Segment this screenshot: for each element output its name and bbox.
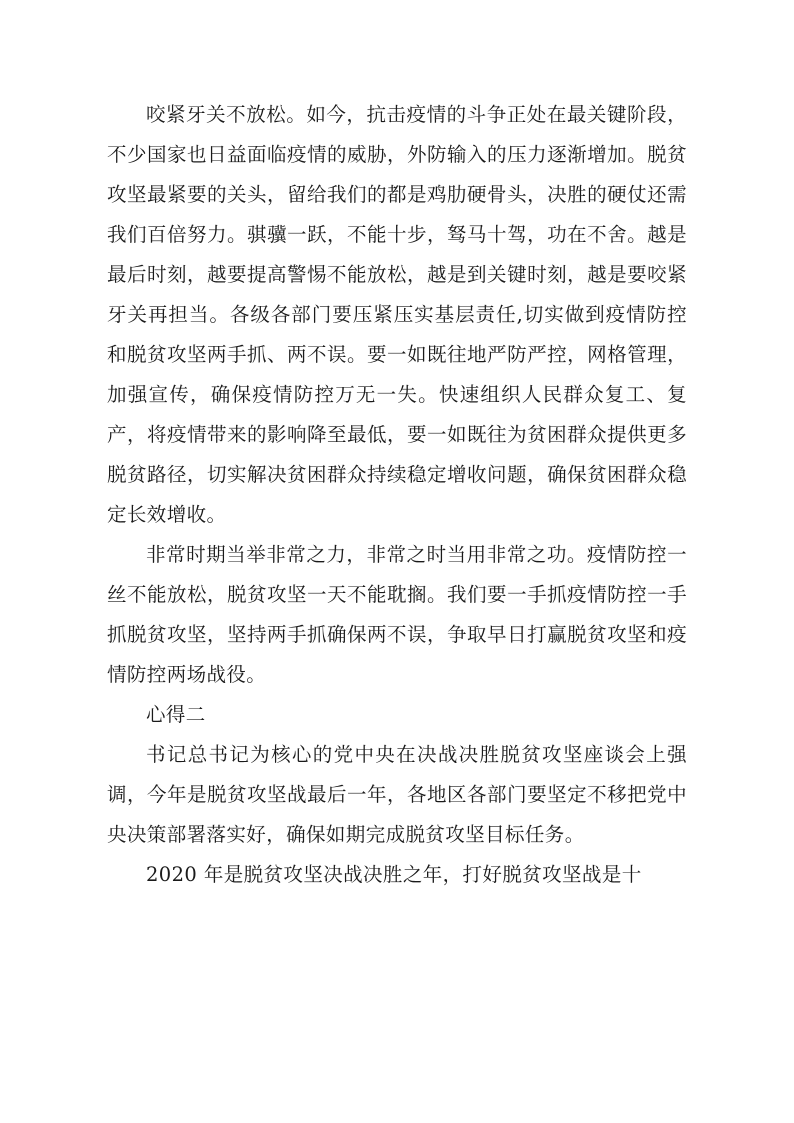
- document-body: [107, 95, 687, 895]
- paragraph-4: 2020 年是脱贫攻坚决战决胜之年，打好脱贫攻坚战是十: [146, 863, 642, 886]
- paragraph-2: 非常时期当举非常之力，非常之时当用非常之功。疫情防控一丝不能放松，脱贫攻坚一天不能耽搁。我们要一手抓疫情防控一手抓脱贫攻坚，坚持两手抓确保两不误，争取早日打赢脱贫攻坚和疫情防控两场战役。: [107, 543, 687, 686]
- paragraph-1: 咬紧牙关不放松。如今，抗击疫情的斗争正处在最关键阶段，不少国家也日益面临疫情的威胁，外防输入的压力逐渐增加。脱贫攻坚最紧要的关头，留给我们的都是鸡肋硬骨头，决胜的硬仗还需我们百倍努力。骐骥一跃，不能十步，驽马十驾，功在不舍。越是最后时刻，越要提高警惕不能放松，越是到关键时刻，越是要咬紧牙关再担当。各级各部门要压紧压实基层责任,切实做到疫情防控和脱贫攻坚两手抓、两不误。要一如既往地严防严控，网格管理，加强宣传，确保疫情防控万无一失。快速组织人民群众复工、复产，将疫情带来的影响降至最低，要一如既往为贫困群众提供更多脱贫路径，切实解决贫困群众持续稳定增收问题，确保贫困群众稳定长效增收。: [107, 103, 687, 526]
- paragraph-3: 书记总书记为核心的党中央在决战决胜脱贫攻坚座谈会上强调，今年是脱贫攻坚战最后一年，各地区各部门要坚定不移把党中央决策部署落实好，确保如期完成脱贫攻坚目标任务。: [107, 743, 687, 846]
- section-heading: 心得二: [146, 703, 206, 726]
